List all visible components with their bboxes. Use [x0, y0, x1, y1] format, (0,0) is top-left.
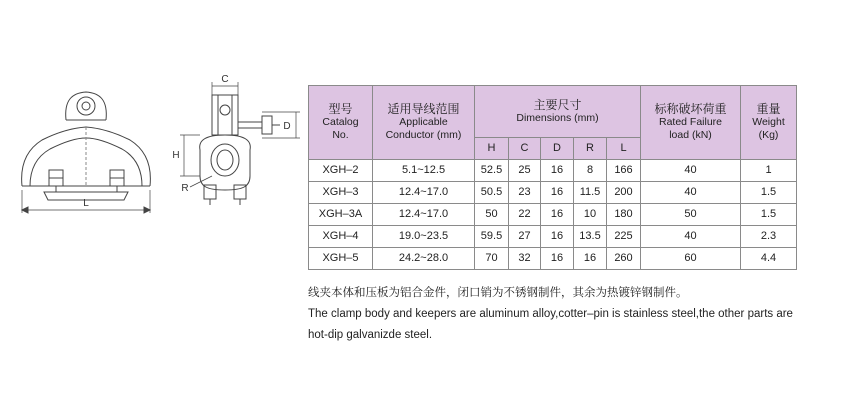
table-row [309, 248, 797, 270]
cell-catalog: XGH–4 [309, 226, 373, 248]
cell-catalog: XGH–5 [309, 248, 373, 270]
cell-catalog: XGH–3 [309, 182, 373, 204]
cell-d: 16 [541, 160, 574, 182]
header-catalog: 型号 Catalog No. [309, 86, 373, 160]
cell-c: 22 [509, 204, 541, 226]
note-english-line-2: hot-dip galvanizde steel. [308, 329, 433, 341]
note-english-line-1: The clamp body and keepers are aluminum alloy,cotter–pin is stainless steel,the other parts are [308, 308, 793, 320]
cell-h: 59.5 [475, 226, 509, 248]
label-l: L [83, 198, 89, 209]
cell-h: 50.5 [475, 182, 509, 204]
side-view-drawing [180, 82, 300, 205]
specification-table [308, 85, 797, 270]
cell-c: 23 [509, 182, 541, 204]
table-row [309, 182, 797, 204]
cell-l: 260 [607, 248, 641, 270]
cell-failure-load: 40 [641, 182, 741, 204]
cell-catalog: XGH–2 [309, 160, 373, 182]
note-chinese: 线夹本体和压板为铝合金件，闭口销为不锈钢制件，其余为热镀锌钢制件。 [308, 287, 688, 299]
label-d: D [283, 121, 291, 132]
cell-r: 13.5 [574, 226, 607, 248]
label-h: H [172, 150, 180, 161]
cell-failure-load: 40 [641, 226, 741, 248]
cell-h: 52.5 [475, 160, 509, 182]
cell-r: 8 [574, 160, 607, 182]
cell-conductor: 12.4~17.0 [373, 182, 475, 204]
cell-d: 16 [541, 226, 574, 248]
cell-c: 32 [509, 248, 541, 270]
cell-d: 16 [541, 182, 574, 204]
table-row [309, 160, 797, 182]
cell-l: 200 [607, 182, 641, 204]
cell-conductor: 12.4~17.0 [373, 204, 475, 226]
label-r: R [181, 183, 189, 194]
header-dim-l: L [607, 138, 641, 160]
front-view-drawing [22, 92, 151, 213]
header-dim-r: R [574, 138, 607, 160]
cell-weight: 1.5 [741, 204, 797, 226]
header-dim-h: H [475, 138, 509, 160]
cell-failure-load: 60 [641, 248, 741, 270]
cell-catalog: XGH–3A [309, 204, 373, 226]
table-row [309, 226, 797, 248]
cell-c: 27 [509, 226, 541, 248]
cell-h: 50 [475, 204, 509, 226]
cell-conductor: 5.1~12.5 [373, 160, 475, 182]
header-conductor: 适用导线范围 Applicable Conductor (mm) [373, 86, 475, 160]
label-c: C [221, 74, 229, 85]
cell-weight: 1.5 [741, 182, 797, 204]
table-row [309, 204, 797, 226]
cell-l: 166 [607, 160, 641, 182]
cell-weight: 1 [741, 160, 797, 182]
header-dimensions: 主要尺寸 Dimensions (mm) [475, 86, 641, 138]
cell-d: 16 [541, 248, 574, 270]
cell-r: 16 [574, 248, 607, 270]
cell-r: 11.5 [574, 182, 607, 204]
cell-r: 10 [574, 204, 607, 226]
cell-l: 225 [607, 226, 641, 248]
header-weight: 重量 Weight (Kg) [741, 86, 797, 160]
material-notes [308, 285, 828, 348]
cell-failure-load: 50 [641, 204, 741, 226]
cell-weight: 4.4 [741, 248, 797, 270]
cell-conductor: 19.0~23.5 [373, 226, 475, 248]
cell-weight: 2.3 [741, 226, 797, 248]
cell-failure-load: 40 [641, 160, 741, 182]
header-dim-d: D [541, 138, 574, 160]
cell-l: 180 [607, 204, 641, 226]
cell-conductor: 24.2~28.0 [373, 248, 475, 270]
technical-drawings [0, 0, 300, 250]
cell-h: 70 [475, 248, 509, 270]
header-failure-load: 标称破坏荷重 Rated Failure load (kN) [641, 86, 741, 160]
header-dim-c: C [509, 138, 541, 160]
cell-d: 16 [541, 204, 574, 226]
cell-c: 25 [509, 160, 541, 182]
